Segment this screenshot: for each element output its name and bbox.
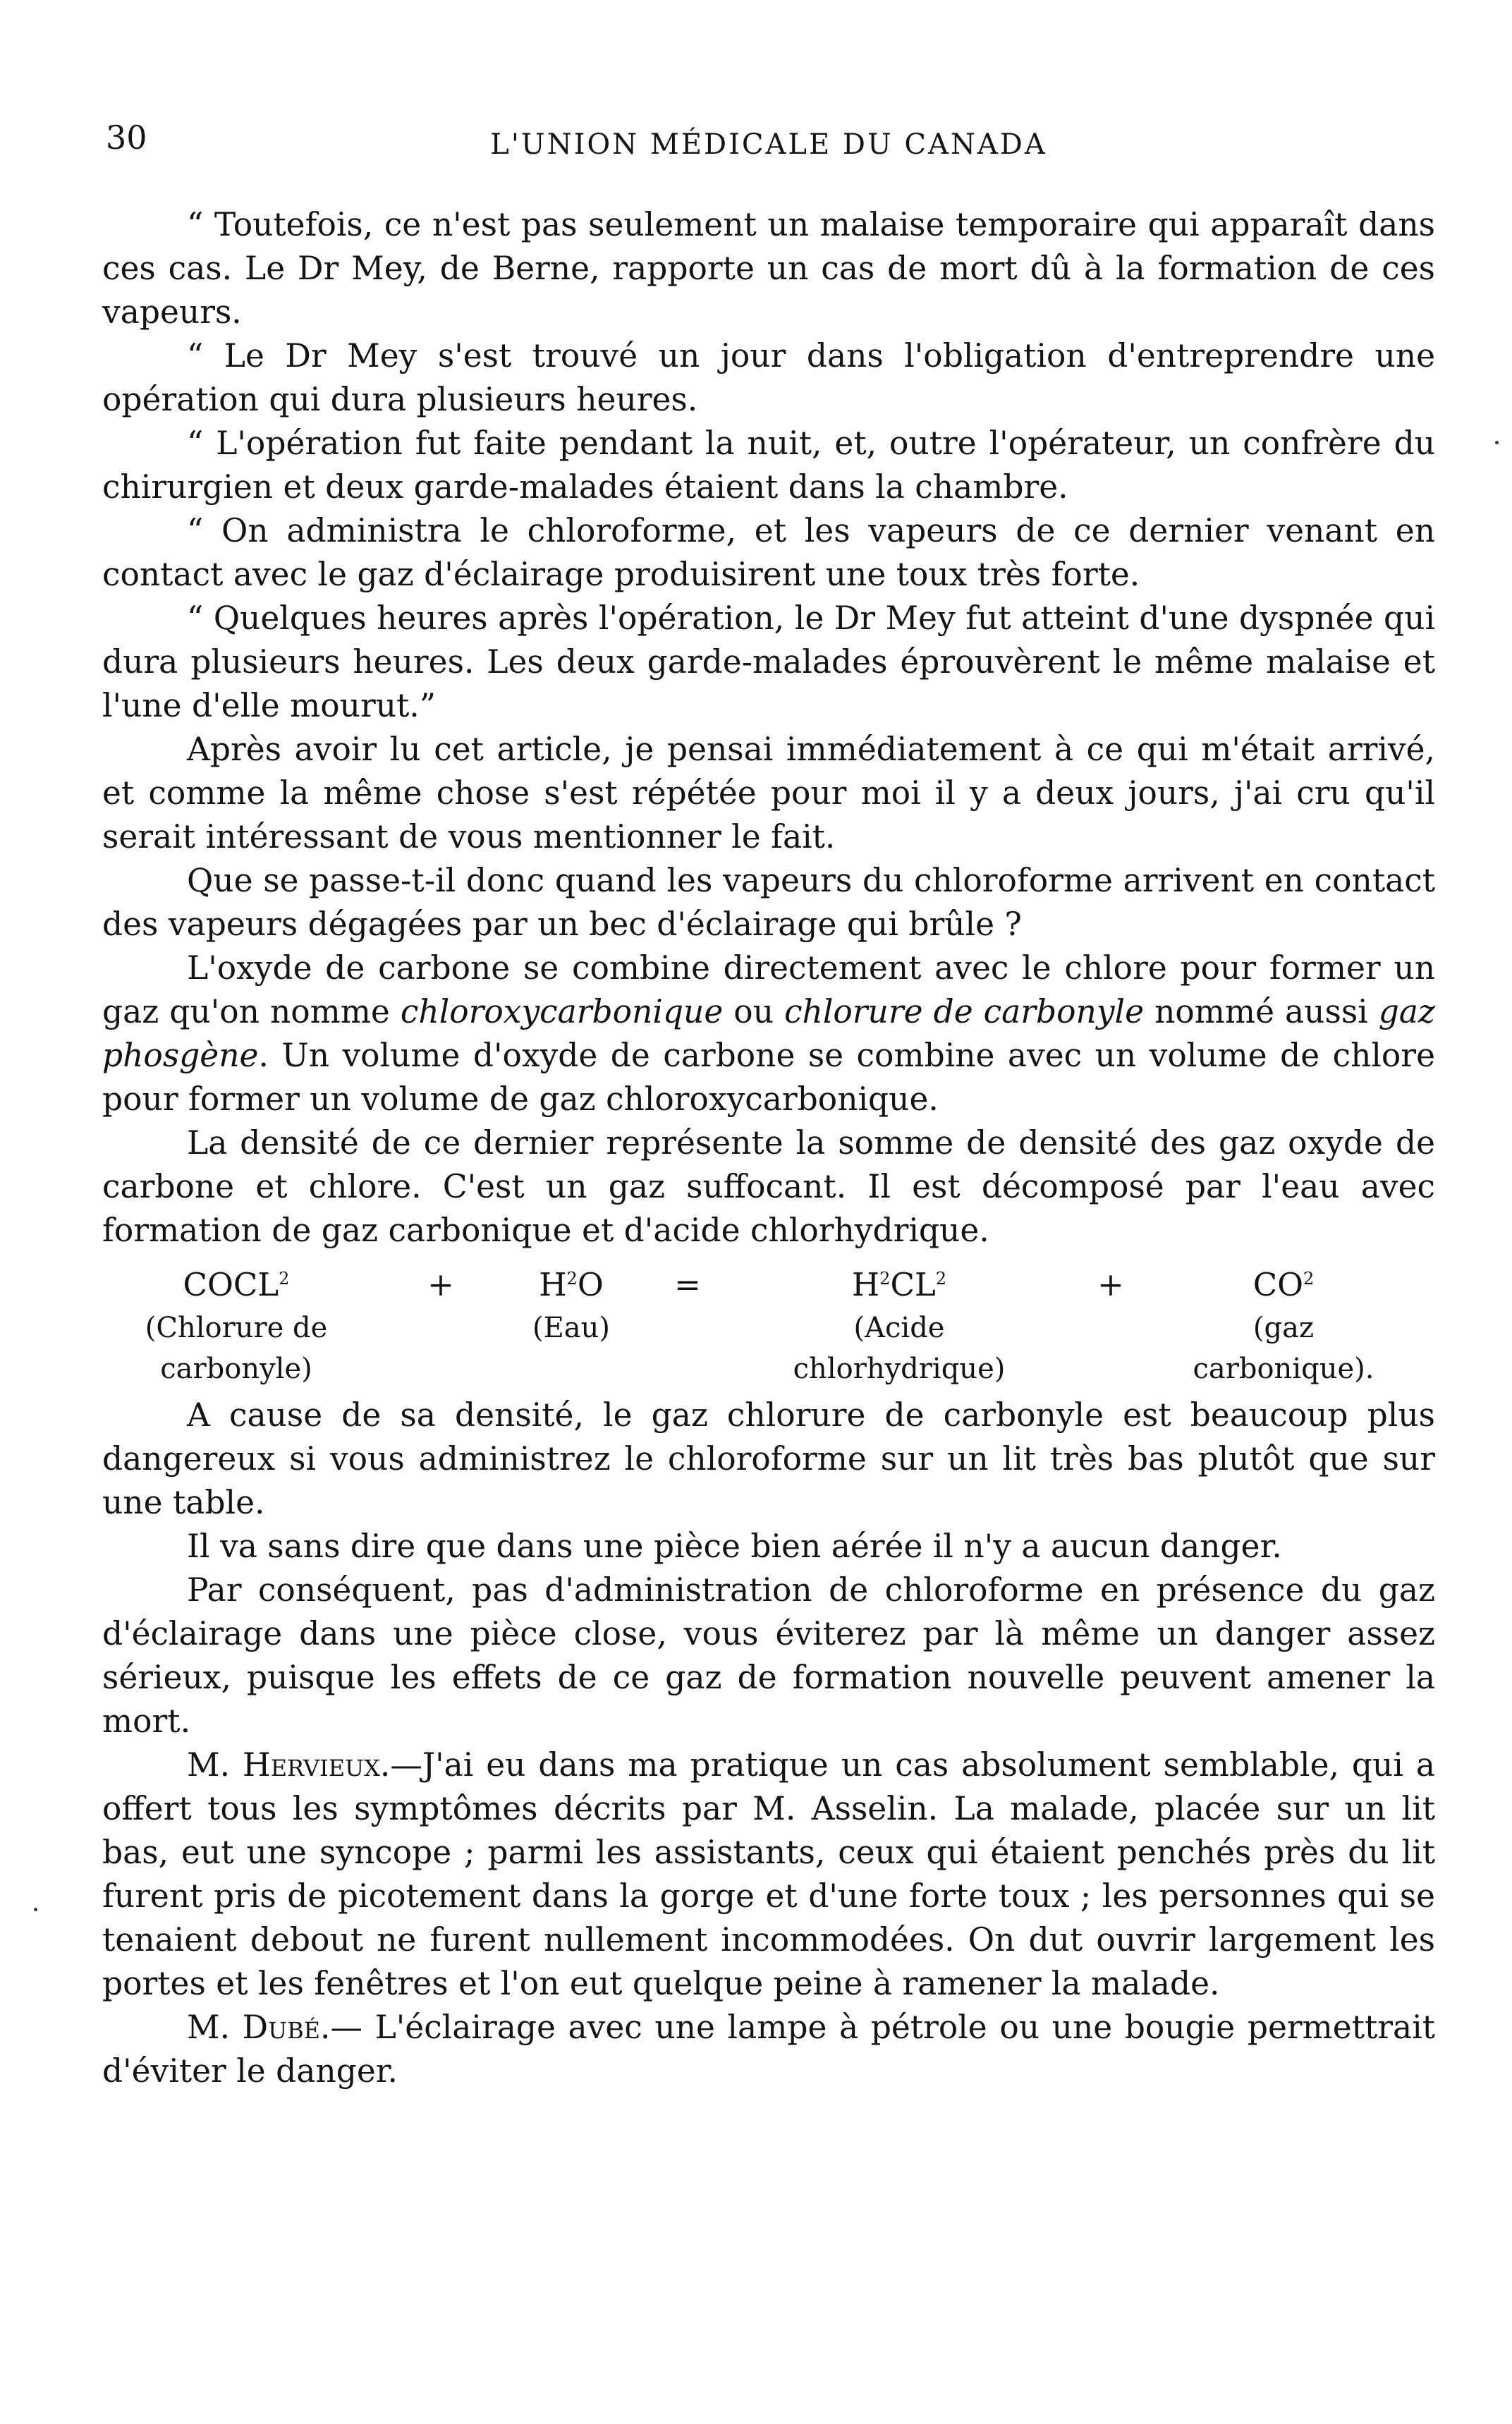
term-h2o: $H^2O$ (539, 1266, 604, 1303)
speaker-name: M. Dubé. (187, 2009, 331, 2046)
term-cocl2: COCL$^2$ (183, 1266, 290, 1303)
text-span: L'oxyde de carbone se combine directement avec le chlore pour former un gaz qu'on nomme (102, 949, 1435, 1030)
paragraph (102, 2006, 1435, 2093)
term-h2cl2: $H^2CL^2$ (851, 1266, 947, 1303)
paragraph: Il va sans dire que dans une pièce bien aérée il n'y a aucun danger. (187, 1528, 1282, 1565)
equation-label-row (102, 1308, 1435, 1389)
margin-dot (1495, 441, 1499, 444)
paragraph: “ Toutefois, ce n'est pas seulement un malaise temporaire qui apparaît dans ces cas. Le Dr Mey, de Berne, rapporte un cas de mort dû à la formation de ces vapeurs. (102, 206, 1435, 331)
text-span: — L'éclairage avec une lampe à pétrole ou une bougie permettrait d'éviter le danger. (102, 2009, 1435, 2090)
text-span: nommé aussi (1144, 993, 1379, 1030)
label-gaz-carbonique: (gaz carbonique). (1193, 1312, 1374, 1385)
speaker-name: M. Hervieux. (187, 1746, 391, 1784)
plus-operator: + (427, 1266, 454, 1303)
paragraph: “ Quelques heures après l'opération, le Dr Mey fut atteint d'une dyspnée qui dura plusieurs heures. Les deux garde-malades éprouvèrent le même malaise et l'une d'elle mourut.” (102, 599, 1435, 724)
paragraph: “ L'opération fut faite pendant la nuit, et, outre l'opérateur, un confrère du chirurgien et deux garde-malades étaient dans la chambre. (102, 425, 1435, 506)
term-co2: $CO^2$ (1252, 1266, 1315, 1303)
italic-term: gaz phosgène (102, 993, 1436, 1074)
plus-operator: + (1097, 1266, 1124, 1303)
paragraph: A cause de sa densité, le gaz chlorure de carbonyle est beaucoup plus dangereux si vous administrez le chloroforme sur un lit très bas plutôt que sur une table. (102, 1396, 1435, 1521)
margin-dot (34, 1908, 37, 1911)
page-number: 30 (106, 118, 147, 157)
paragraph: Que se passe-t-il donc quand les vapeurs du chloroforme arrivent en contact des vapeurs dégagées par un bec d'éclairage qui brûle ? (102, 862, 1435, 943)
text-span: —J'ai eu dans ma pratique un cas absolument semblable, qui a offert tous les symptômes décrits par M. Asselin. La malade, placée sur un lit bas, eut une syncope ; parmi les assistants, ceux qui étaient penchés près du lit furent pris de picotement dans la gorge et d'une forte toux ; les personnes qui se tenaient debout ne furent nullement incommodées. On dut ouvrir largement les portes et les fenêtres et l'on eut quelque peine à ramener la malade. (102, 1746, 1435, 2002)
paragraph: La densité de ce dernier représente la somme de densité des gaz oxyde de carbone et chlore. C'est un gaz suffocant. Il est décomposé par l'eau avec formation de gaz carbonique et d'acide chlorhydrique. (102, 1124, 1435, 1249)
equation-formula-row (102, 1262, 1435, 1308)
text-span: . Un volume d'oxyde de carbone se combine avec un volume de chlore pour former un volume de gaz chloroxycarbonique. (102, 1037, 1435, 1118)
italic-term: chlorure de carbonyle (784, 993, 1145, 1030)
paragraph (102, 946, 1435, 1121)
running-title: L'UNION MÉDICALE DU CANADA (490, 128, 1047, 161)
paragraph (102, 1743, 1435, 2006)
label-acide-chlorhydrique: (Acide chlorhydrique) (793, 1312, 1006, 1385)
paragraph: Après avoir lu cet article, je pensai immédiatement à ce qui m'était arrivé, et comme la même chose s'est répétée pour moi il y a deux jours, j'ai cru qu'il serait intéressant de vous mentionner le fait. (102, 731, 1435, 855)
equals-operator: = (674, 1266, 701, 1303)
body-text (102, 203, 1435, 2093)
text-span: ou (723, 993, 785, 1030)
italic-term: chloroxycarbonique (400, 993, 724, 1030)
label-chlorure-de-carbonyle: (Chlorure de carbonyle) (145, 1312, 328, 1385)
paragraph: Par conséquent, pas d'administration de chloroforme en présence du gaz d'éclairage dans une pièce close, vous éviterez par là même un danger assez sérieux, puisque les effets de ce gaz de formation nouvelle peuvent amener la mort. (102, 1571, 1435, 1740)
paragraph: “ On administra le chloroforme, et les vapeurs de ce dernier venant en contact avec le gaz d'éclairage produisirent une toux très forte. (102, 512, 1435, 593)
paragraph: “ Le Dr Mey s'est trouvé un jour dans l'obligation d'entreprendre une opération qui dura plusieurs heures. (102, 337, 1435, 418)
chemical-equation (102, 1262, 1435, 1389)
label-eau: (Eau) (532, 1312, 611, 1344)
page-header (106, 116, 1432, 173)
